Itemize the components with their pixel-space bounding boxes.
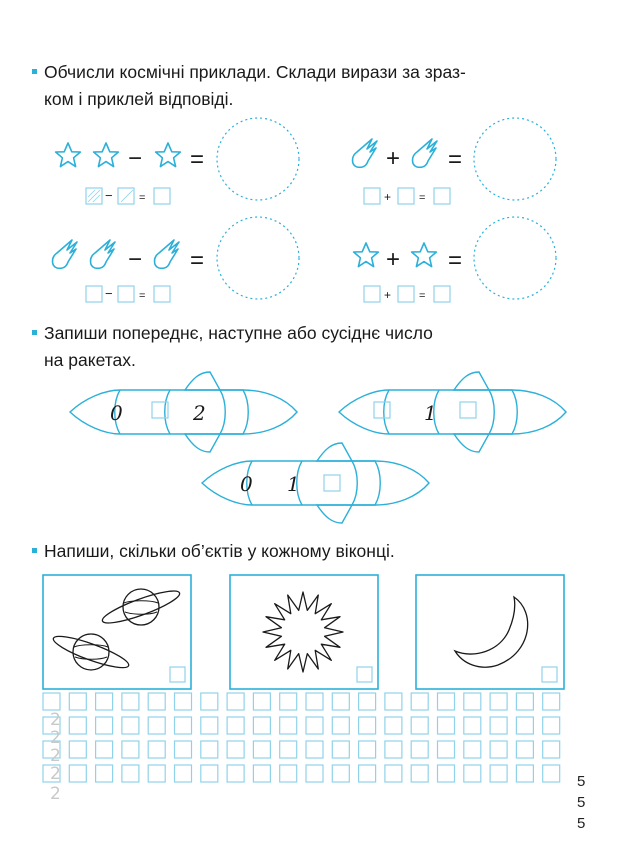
rocket-2 [339,372,566,452]
grid-cell[interactable] [306,693,323,710]
rocket-2-answer-cell[interactable] [374,402,390,418]
rocket-icon [70,372,297,452]
answer-sticker-circle[interactable] [217,118,299,200]
answer-cell[interactable] [154,286,170,302]
page-number: 5 [577,815,586,832]
answer-cell[interactable] [398,188,414,204]
grid-cell[interactable] [227,693,244,710]
grid-cell[interactable] [359,765,376,782]
trace-digit: 2 [50,728,61,748]
rocket-3-value-1: 0 [240,472,253,496]
window-planets [43,575,191,689]
plus-sign: + [386,145,401,172]
grid-cell[interactable] [490,693,507,710]
task3-instruction: Напиши, скільки об’єктів у кожному віконці. [32,538,395,565]
trace-digit: 2 [50,710,61,730]
grid-cell[interactable] [306,765,323,782]
grid-cell[interactable] [411,765,428,782]
answer-cell[interactable] [364,188,380,204]
grid-cell[interactable] [69,765,86,782]
grid-cell[interactable] [306,741,323,758]
grid-cell[interactable] [280,693,297,710]
window-sun [230,575,378,689]
trace-digit: 2 [50,764,61,784]
grid-cell[interactable] [385,693,402,710]
plus-sign: + [386,246,401,273]
grid-cell[interactable] [253,717,270,734]
trace-digit: 2 [50,746,61,766]
small-equals: = [139,192,146,204]
answer-sticker-circle[interactable] [217,217,299,299]
grid-cell[interactable] [516,693,533,710]
trace-digit: 2 [50,784,61,804]
grid-cell[interactable] [201,693,218,710]
grid-cell[interactable] [464,741,481,758]
small-equals: = [139,290,146,302]
grid-cell[interactable] [411,741,428,758]
grid-cell[interactable] [359,693,376,710]
grid-cell[interactable] [227,741,244,758]
grid-cell[interactable] [516,717,533,734]
small-plus: + [384,288,392,302]
equals-sign: = [448,247,463,274]
planet-icon [100,585,183,628]
page-number: 5 [577,794,586,811]
grid-cell[interactable] [122,765,139,782]
grid-cell[interactable] [411,693,428,710]
grid-cell[interactable] [148,717,165,734]
answer-cell[interactable] [364,286,380,302]
grid-cell[interactable] [280,765,297,782]
hatch-icon [121,190,133,202]
comet-icon [155,240,180,268]
comet-icon [91,240,116,268]
rocket-3-value-2: 1 [287,472,300,496]
rocket-1-value-1: 0 [110,401,123,425]
grid-cell[interactable] [438,717,455,734]
planet-icon [51,631,132,673]
answer-cell[interactable] [86,286,102,302]
grid-cell[interactable] [175,765,192,782]
answer-cell[interactable] [118,188,134,204]
page-number: 5 [577,773,586,790]
answer-cell[interactable] [434,286,450,302]
comet-icon [353,139,378,167]
grid-cell[interactable] [96,765,113,782]
grid-cell[interactable] [438,741,455,758]
grid-cell[interactable] [490,717,507,734]
hatch-icon [88,190,100,202]
rocket-icon [202,443,429,523]
small-equals: = [419,192,426,204]
moon-icon [455,597,528,667]
comet-icon [413,139,438,167]
rocket-1 [70,372,297,452]
grid-cell[interactable] [385,741,402,758]
small-minus: − [105,286,113,301]
grid-cell[interactable] [253,693,270,710]
grid-cell[interactable] [253,765,270,782]
example-stars-minus [56,118,299,204]
grid-cell[interactable] [122,717,139,734]
grid-cell[interactable] [227,765,244,782]
minus-sign: − [128,246,143,273]
count-answer-cell[interactable] [357,667,372,682]
rocket-1-value-3: 2 [193,401,206,425]
grid-cell[interactable] [543,717,560,734]
rocket-3 [202,443,429,523]
answer-cell[interactable] [118,286,134,302]
grid-cell[interactable] [201,717,218,734]
grid-cell[interactable] [96,693,113,710]
star-icon [56,143,81,167]
window-moon [416,575,564,689]
grid-cell[interactable] [148,765,165,782]
grid-cell[interactable] [175,693,192,710]
task2-instruction: Запиши попереднє, наступне або сусіднє число на ракетах. [32,320,433,374]
star-icon [412,243,437,267]
grid-cell[interactable] [516,765,533,782]
grid-cell[interactable] [332,717,349,734]
answer-sticker-circle[interactable] [474,118,556,200]
grid-cell[interactable] [280,741,297,758]
grid-cell[interactable] [96,741,113,758]
answer-grid[interactable] [43,693,560,782]
sun-icon [263,592,343,672]
example-stars-plus [354,217,556,302]
count-answer-cell[interactable] [542,667,557,682]
example-comets-plus [353,118,557,204]
grid-cell[interactable] [543,765,560,782]
grid-cell[interactable] [148,693,165,710]
grid-cell[interactable] [411,717,428,734]
grid-cell[interactable] [69,741,86,758]
picture-frame [230,575,378,689]
grid-cell[interactable] [43,693,60,710]
grid-cell[interactable] [253,741,270,758]
star-icon [156,143,181,167]
grid-cell[interactable] [359,717,376,734]
equals-sign: = [190,247,205,274]
grid-cell[interactable] [122,693,139,710]
grid-cell[interactable] [201,741,218,758]
rocket-icon [339,372,566,452]
rocket-2-value-2: 1 [424,401,437,425]
answer-cell[interactable] [154,188,170,204]
star-icon [354,243,379,267]
minus-sign: − [128,145,143,172]
grid-cell[interactable] [359,741,376,758]
grid-cell[interactable] [516,741,533,758]
grid-cell[interactable] [227,717,244,734]
count-answer-cell[interactable] [170,667,185,682]
grid-cell[interactable] [543,741,560,758]
task1-instruction: Обчисли космічні приклади. Склади вирази за зраз- ком і приклей відповіді. [32,59,466,113]
answer-cell[interactable] [398,286,414,302]
grid-cell[interactable] [306,717,323,734]
grid-cell[interactable] [332,765,349,782]
grid-cell[interactable] [175,717,192,734]
grid-cell[interactable] [438,693,455,710]
grid-cell[interactable] [96,717,113,734]
comet-icon [53,240,78,268]
grid-cell[interactable] [332,741,349,758]
grid-cell[interactable] [385,765,402,782]
grid-cell[interactable] [175,741,192,758]
equals-sign: = [190,146,205,173]
grid-cell[interactable] [385,717,402,734]
grid-cell[interactable] [280,717,297,734]
rocket-2-answer-cell[interactable] [460,402,476,418]
grid-cell[interactable] [543,693,560,710]
grid-cell[interactable] [438,765,455,782]
answer-sticker-circle[interactable] [474,217,556,299]
answer-cell[interactable] [434,188,450,204]
grid-cell[interactable] [490,765,507,782]
small-minus: − [105,188,113,203]
grid-cell[interactable] [464,765,481,782]
small-plus: + [384,190,392,204]
grid-cell[interactable] [464,693,481,710]
rocket-3-answer-cell[interactable] [324,475,340,491]
equals-sign: = [448,146,463,173]
grid-cell[interactable] [490,741,507,758]
grid-cell[interactable] [464,717,481,734]
grid-cell[interactable] [122,741,139,758]
star-icon [94,143,119,167]
grid-cell[interactable] [332,693,349,710]
picture-frame [43,575,191,689]
grid-cell[interactable] [69,717,86,734]
grid-cell[interactable] [69,693,86,710]
small-equals: = [419,290,426,302]
example-comets-minus [53,217,300,302]
grid-cell[interactable] [148,741,165,758]
grid-cell[interactable] [201,765,218,782]
